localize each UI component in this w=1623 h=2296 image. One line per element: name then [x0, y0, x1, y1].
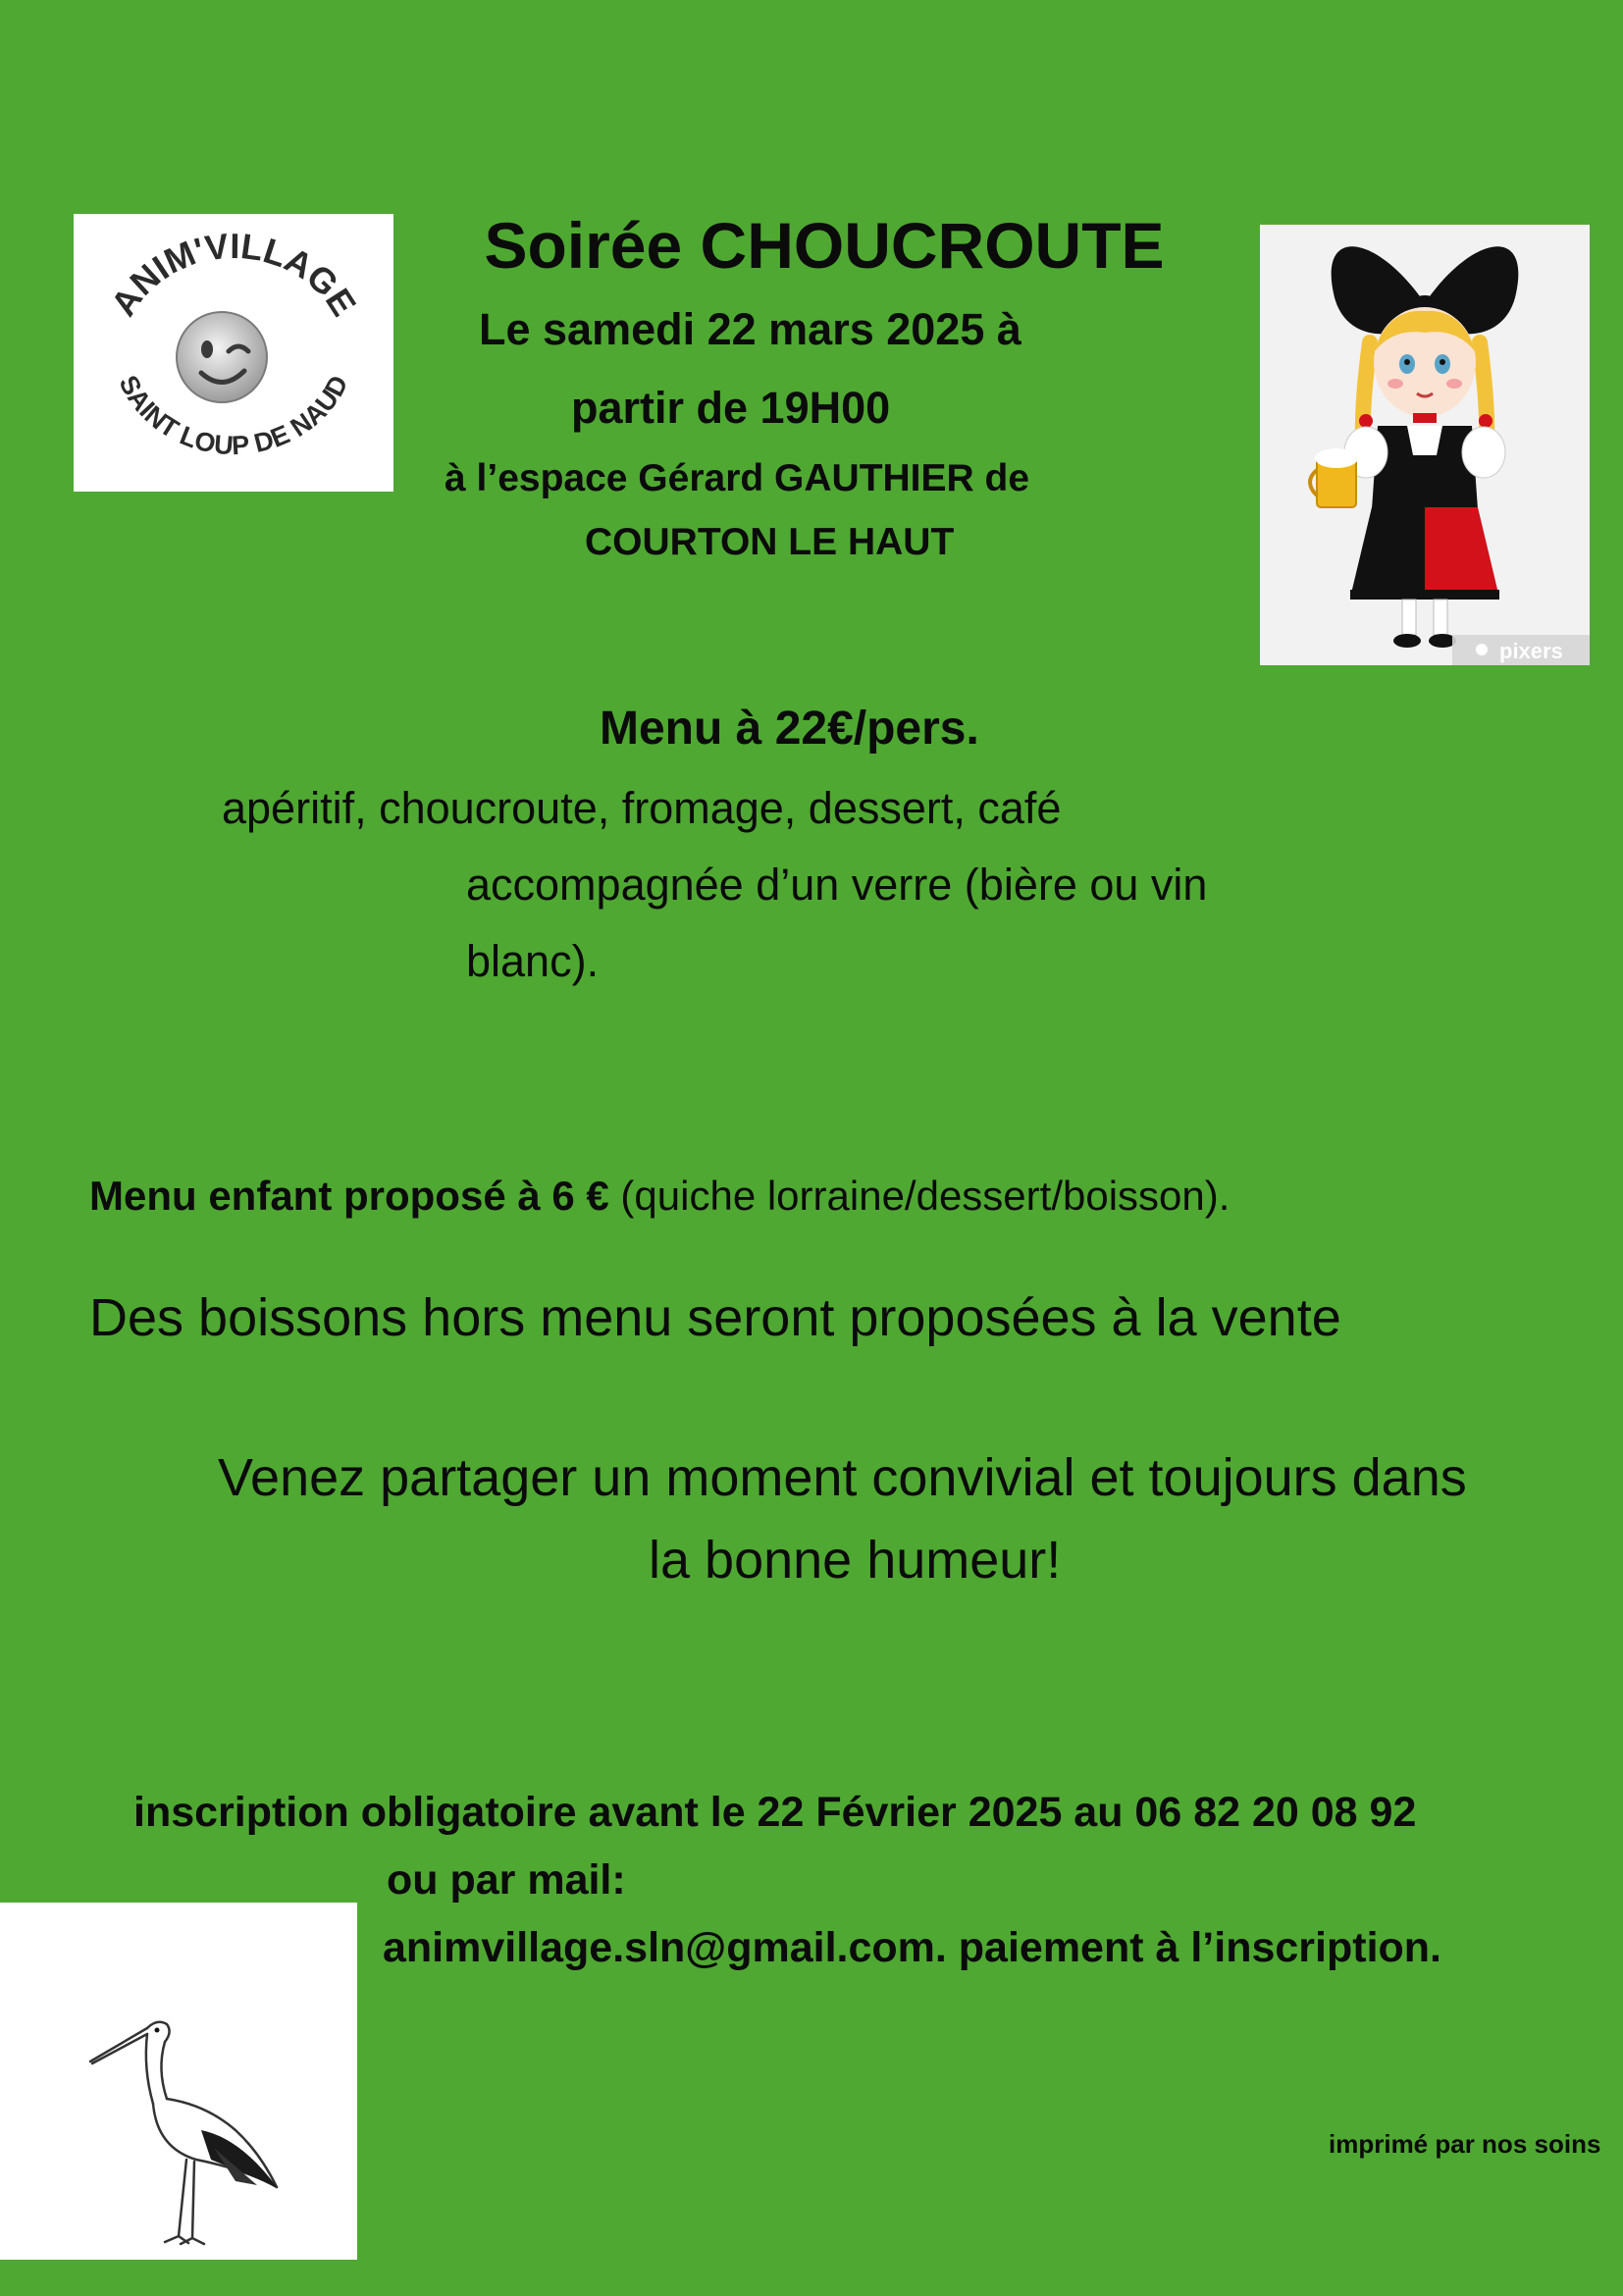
registration-line2: ou par mail:: [387, 1856, 626, 1904]
drinks-note: Des boissons hors menu seront proposées à la vente: [89, 1288, 1341, 1347]
menu-description-line2: accompagnée d’un verre (bière ou vin: [466, 860, 1208, 910]
winking-face-icon: [74, 214, 393, 492]
alsatian-girl-icon: [1260, 225, 1590, 665]
menu-description-line1: apéritif, choucroute, fromage, dessert, café: [222, 783, 1062, 833]
registration-line1: inscription obligatoire avant le 22 Février 2025 au 06 82 20 08 92: [133, 1789, 1417, 1836]
menu-title: Menu à 22€/pers.: [600, 703, 979, 755]
event-date-line1-text: Le samedi 22 mars 2025 à: [479, 304, 1021, 354]
printed-note: imprimé par nos soins: [1329, 2129, 1601, 2159]
event-date-line2: partir de 19H00: [571, 383, 891, 433]
registration-email: animvillage.sln@gmail.com. paiement à l’inscription.: [383, 1924, 1441, 1971]
invitation-line1: Venez partager un moment convivial et toujours dans: [218, 1448, 1467, 1507]
event-venue-line1: à l’espace Gérard GAUTHIER de: [445, 457, 1030, 499]
alsatian-girl-illustration: [1260, 225, 1590, 665]
stork-illustration: [0, 1903, 357, 2260]
svg-text:pixers: pixers: [1499, 639, 1563, 663]
child-menu: [89, 1169, 1230, 1224]
child-menu-details: (quiche lorraine/dessert/boisson).: [608, 1173, 1230, 1219]
animvillage-logo: [74, 214, 393, 492]
svg-text:SAINT LOUP DE NAUD: SAINT LOUP DE NAUD: [113, 370, 354, 461]
child-menu-price: Menu enfant proposé à 6 €: [89, 1173, 609, 1219]
menu-description-line3: blanc).: [466, 936, 600, 986]
event-title: Soirée CHOUCROUTE: [484, 209, 1165, 282]
svg-text:ANIM'VILLAGE: ANIM'VILLAGE: [102, 225, 365, 324]
stork-drawing-icon: [0, 1903, 357, 2260]
invitation-line2: la bonne humeur!: [649, 1531, 1062, 1590]
event-venue-line2: COURTON LE HAUT: [585, 521, 955, 563]
